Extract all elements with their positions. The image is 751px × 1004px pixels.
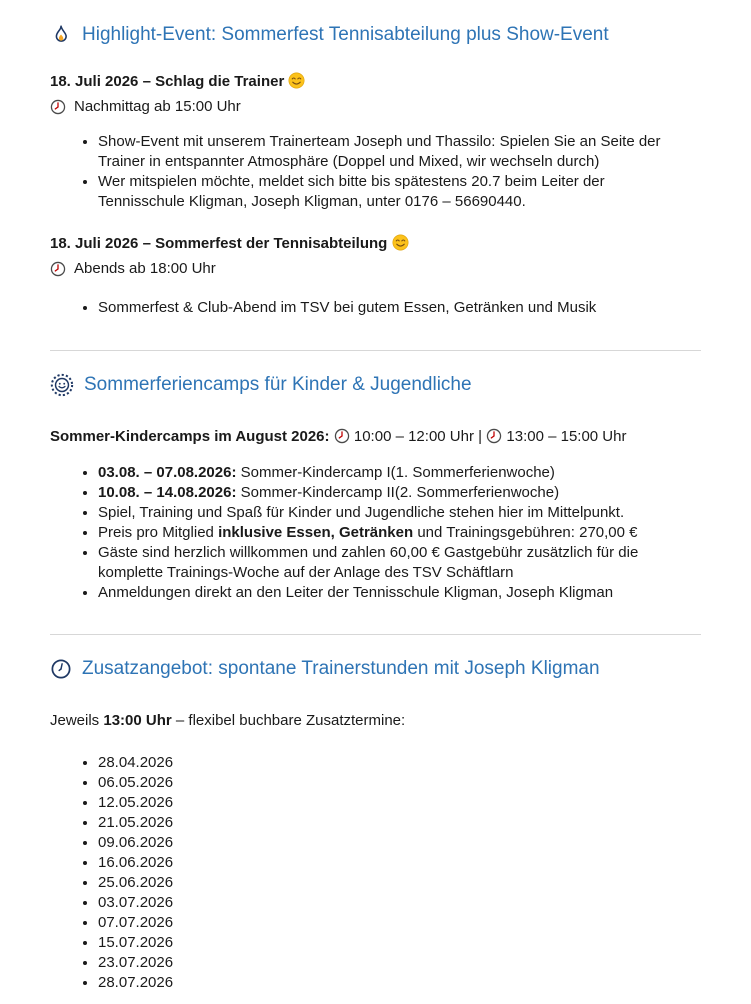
date-text: 28.07.2026 [98,974,174,991]
time-slot-2: 13:00 – 15:00 Uhr [506,428,627,445]
event-title-text: 18. Juli 2026 – Schlag die Trainer [50,73,285,90]
date-text: 03.07.2026 [98,894,174,911]
list-item-text: Sommerfest & Club-Abend im TSV bei gutem Essen, Getränken und Musik [98,299,597,316]
date-text: 12.05.2026 [98,794,174,811]
intro-post: – flexibel buchbare Zusatztermine: [175,712,406,729]
date-text: 07.07.2026 [98,914,174,931]
list-item [98,503,662,523]
event-title [50,72,701,92]
list-item [98,543,662,583]
list-item-date [98,873,662,893]
date-text: 06.05.2026 [98,774,174,791]
event-time-row [50,97,701,117]
list-item-text-post: und Trainingsgebühren: 270,00 € [417,524,638,541]
list-item-text-pre: Preis pro Mitglied [98,524,214,541]
list-item-date [98,893,662,913]
date-text: 15.07.2026 [98,934,174,951]
section-heading-text: Sommerferiencamps für Kinder & Jugendliche [84,374,472,395]
list-item-text: Anmeldungen direkt an den Leiter der Tennisschule Kligman, Joseph Kligman [98,584,614,601]
list-item-camp2 [98,483,662,503]
list-item [98,583,662,603]
camp-lead [98,463,391,483]
list-item-text-bold: inklusive Essen, Getränken [218,524,414,541]
section-zusatzangebot [50,656,701,993]
smiling-face-emoji [392,234,409,251]
time-separator: | [478,428,483,445]
list-item-camp1 [98,463,662,483]
camp-week: (1. Sommerferienwoche) [390,464,555,481]
date-text: 16.06.2026 [98,854,174,871]
list-item-date [98,953,662,973]
section-highlight-event [50,22,701,318]
intro-pre: Jeweils [50,712,100,729]
camp-dates: 03.08. – 07.08.2026: [98,464,237,481]
list-item-date [98,813,662,833]
section-divider [50,350,701,351]
camps-bullet-list [50,463,662,603]
camp-week: (2. Sommerferienwoche) [394,484,560,501]
section-heading [50,22,701,48]
list-item [98,298,662,318]
date-text: 21.05.2026 [98,814,174,831]
section-heading-text: Zusatzangebot: spontane Trainerstunden mit Joseph Kligman [82,658,600,679]
dates-bullet-list [50,753,662,993]
event-bullet-list [50,132,662,212]
camp-name: Sommer-Kindercamp I [240,464,391,481]
event-time-text: Nachmittag ab 15:00 Uhr [74,98,241,115]
list-item-text: Wer mitspielen möchte, meldet sich bitte bis spätestens 20.7 beim Leiter der Tennisschule Kligman, Joseph Kligman, unter 0176 – 56690440. [98,173,605,210]
date-text: 23.07.2026 [98,954,174,971]
list-item-date [98,773,662,793]
section-heading [50,656,701,682]
sun-face-icon [50,373,74,397]
clock-icon [50,658,72,680]
section-divider [50,634,701,635]
clock-icon [486,428,502,444]
section-heading-text: Highlight-Event: Sommerfest Tennisabteilung plus Show-Event [82,24,609,45]
clock-icon [50,261,66,277]
section-sommerferiencamps [50,372,701,603]
list-item [98,132,662,172]
list-item-date [98,853,662,873]
list-item-date [98,973,662,993]
clock-icon [334,428,350,444]
list-item-text: Show-Event mit unserem Trainerteam Joseph und Thassilo: Spielen Sie an Seite der Trainer in entspannter Atmosphäre (Doppel und Mixed, wir wechseln durch) [98,133,661,170]
clock-icon [50,99,66,115]
list-item [98,523,662,543]
section-heading [50,372,701,398]
intro-bold: 13:00 Uhr [103,712,172,729]
event-title-text: 18. Juli 2026 – Sommerfest der Tennisabteilung [50,235,388,252]
camps-intro-row [50,427,701,447]
camp-name: Sommer-Kindercamp II [240,484,395,501]
date-text: 09.06.2026 [98,834,174,851]
list-item-date [98,793,662,813]
camp-lead [98,483,395,503]
flame-icon [50,24,72,46]
list-item-date [98,833,662,853]
list-item-text: Gäste sind herzlich willkommen und zahlen 60,00 € Gastgebühr zusätzlich für die komplette Trainings-Woche auf der Anlage des TSV Schäftlarn [98,544,639,581]
list-item-date [98,753,662,773]
list-item-date [98,913,662,933]
camp-dates: 10.08. – 14.08.2026: [98,484,237,501]
camps-intro-text: Sommer-Kindercamps im August 2026: [50,428,330,445]
event-bullet-list [50,298,662,318]
date-text: 25.06.2026 [98,874,174,891]
event-time-text: Abends ab 18:00 Uhr [74,260,216,277]
list-item-date [98,933,662,953]
time-slot-1: 10:00 – 12:00 Uhr [353,428,474,445]
list-item-text: Spiel, Training und Spaß für Kinder und Jugendliche stehen hier im Mittelpunkt. [98,504,625,521]
event-time-row [50,259,701,279]
event-title [50,234,701,254]
zusatz-intro-row [50,711,701,731]
date-text: 28.04.2026 [98,754,174,771]
list-item [98,172,662,212]
smiling-face-emoji [288,72,305,89]
